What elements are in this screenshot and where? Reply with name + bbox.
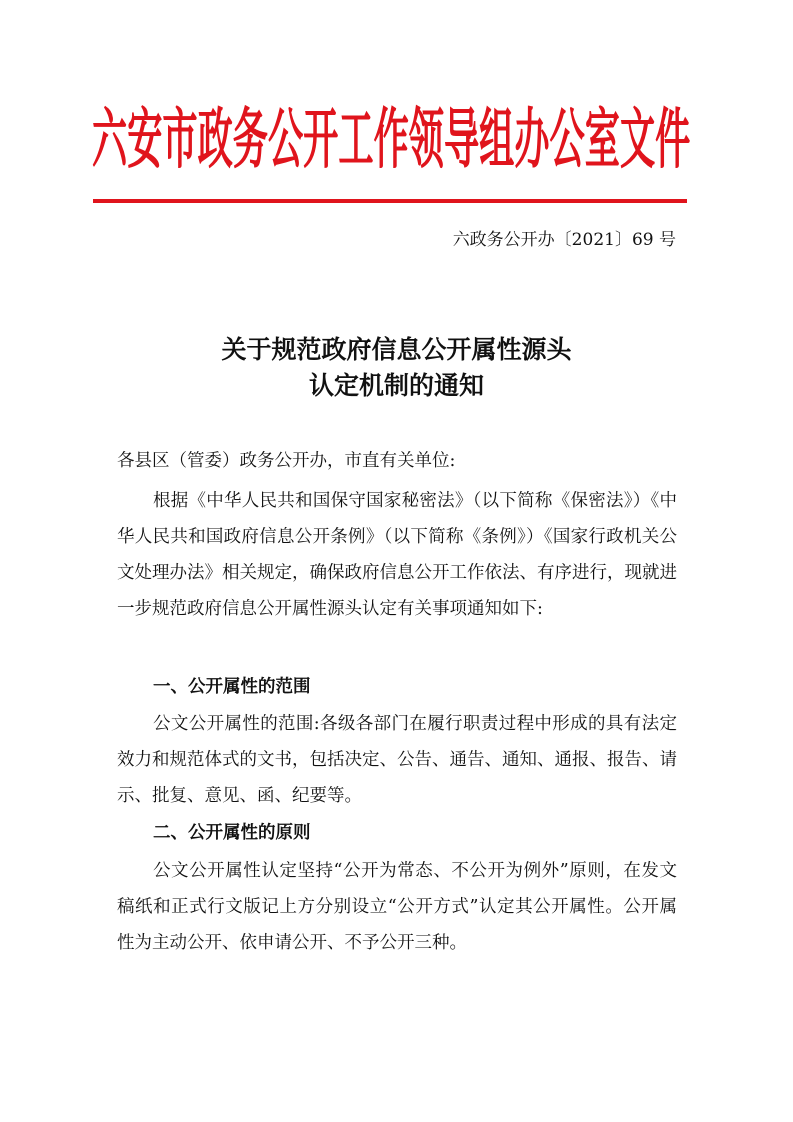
paragraph-2: 公文公开属性的范围:各级各部门在履行职责过程中形成的具有法定效力和规范体式的文书，包括决定、公告、通告、通知、通报、报告、请示、批复、意见、函、纪要等。 — [117, 714, 677, 806]
section-heading-2: 二、公开属性的原则 — [153, 823, 311, 843]
salutation: 各县区（管委）政务公开办，市直有关单位: — [117, 451, 456, 471]
paragraph-2-block — [117, 706, 677, 814]
document-masthead — [92, 96, 690, 184]
document-number: 六政务公开办〔2021〕69 号 — [452, 230, 676, 250]
masthead-title: 六安市政务公开工作领导组办公室文件 — [92, 101, 690, 178]
document-title-line-1: 关于规范政府信息公开属性源头 — [221, 335, 572, 364]
section-heading-1: 一、公开属性的范围 — [153, 677, 311, 697]
paragraph-1-block — [117, 483, 677, 627]
red-divider-line — [93, 199, 687, 203]
document-title-line-2: 认定机制的通知 — [308, 371, 484, 400]
paragraph-1: 根据《中华人民共和国保守国家秘密法》（以下简称《保密法》）《中华人民共和国政府信息公开条例》（以下简称《条例》）《国家行政机关公文处理办法》相关规定，确保政府信息公开工作依法、有序进行，现就进一步规范政府信息公开属性源头认定有关事项通知如下: — [117, 491, 677, 619]
paragraph-3-block — [117, 853, 677, 961]
paragraph-3: 公文公开属性认定坚持“公开为常态、不公开为例外”原则，在发文稿纸和正式行文版记上方分别设立“公开方式”认定其公开属性。公开属性为主动公开、依申请公开、不予公开三种。 — [117, 861, 677, 953]
